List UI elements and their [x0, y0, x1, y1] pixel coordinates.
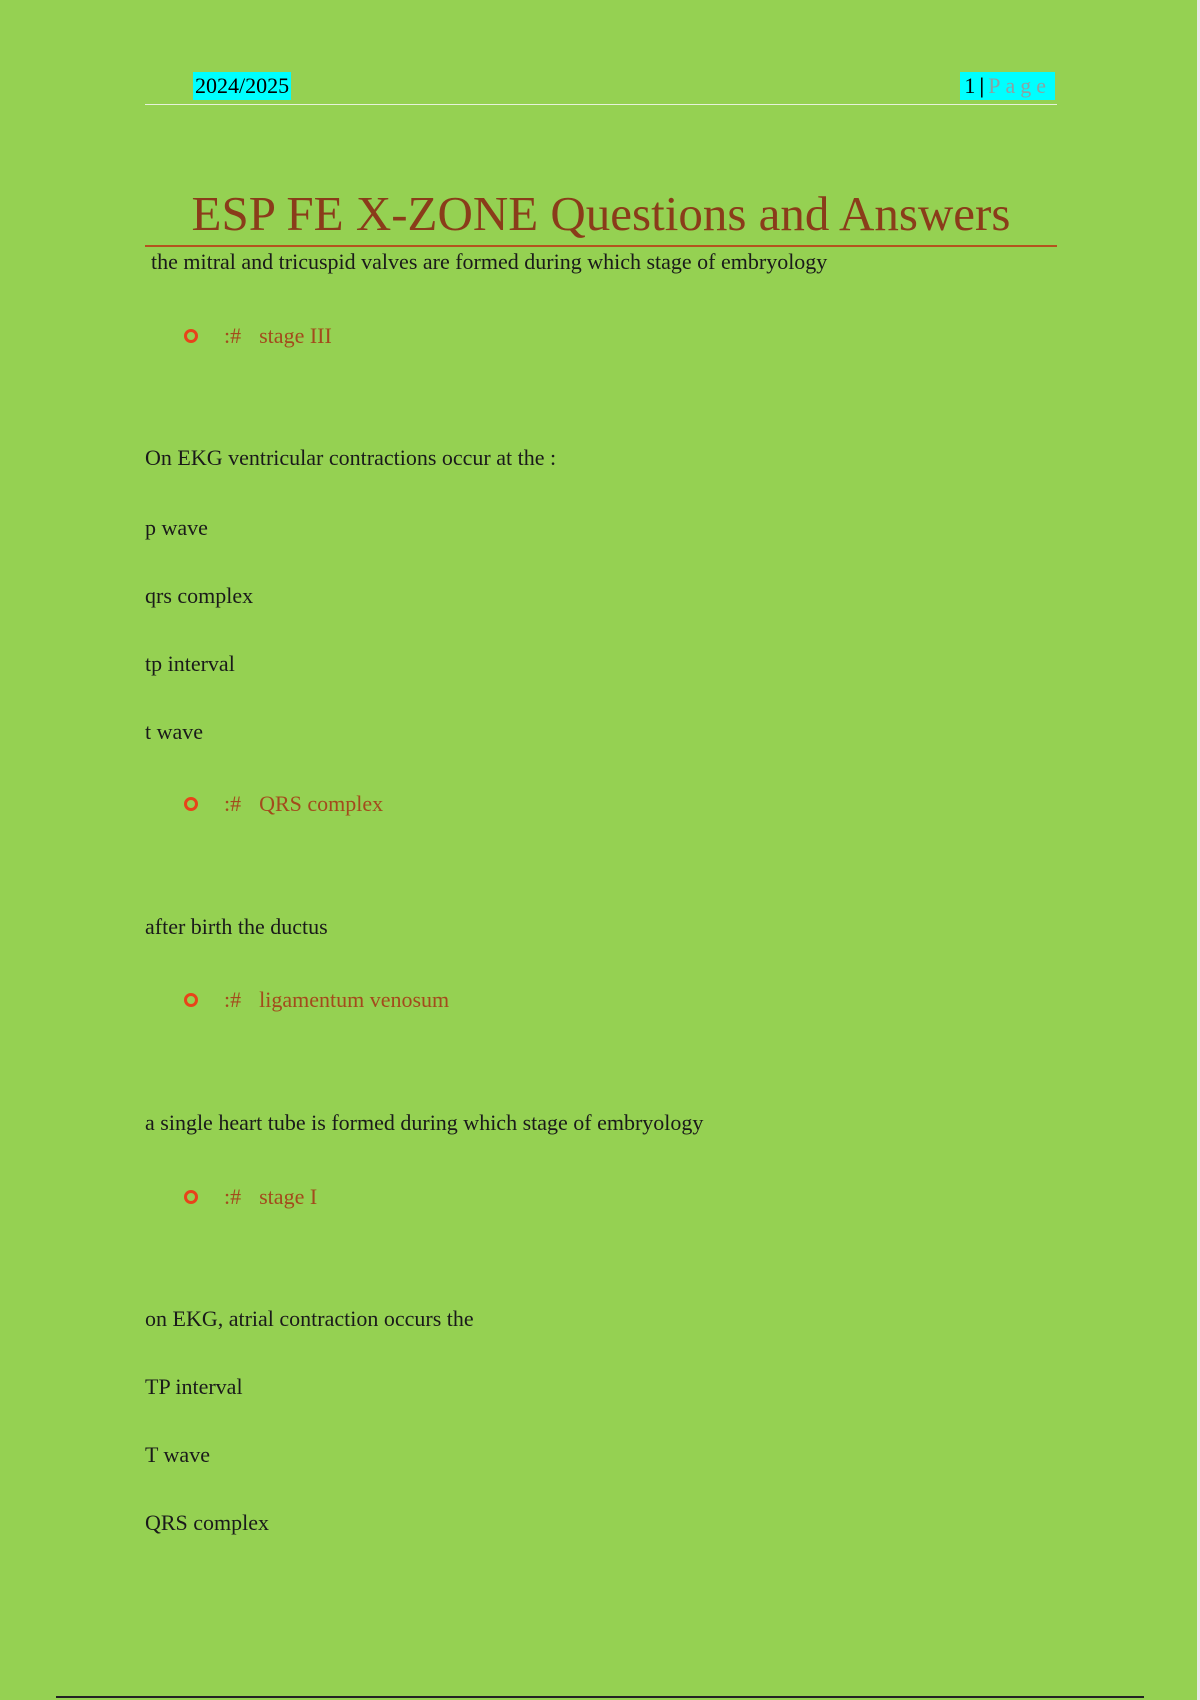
header-page-number	[960, 72, 1055, 100]
option: t wave	[145, 719, 204, 744]
question-5	[145, 1305, 1045, 1333]
question-4	[145, 1109, 1045, 1137]
option: T wave	[145, 1442, 210, 1467]
option: p wave	[145, 515, 208, 540]
document-title: ESP FE X-ZONE Questions and Answers	[145, 185, 1057, 247]
answer-3	[180, 986, 449, 1014]
answer-text: stage III	[259, 323, 332, 348]
bullet-icon	[184, 797, 198, 811]
answer-2	[180, 790, 383, 818]
page-header	[145, 72, 1057, 105]
option: qrs complex	[145, 583, 254, 608]
bullet-icon	[184, 329, 198, 343]
page-separator: |	[979, 73, 985, 98]
answer-text: QRS complex	[259, 791, 384, 816]
question-text: a single heart tube is formed during which stage of embryology	[145, 1110, 704, 1135]
question-text: the mitral and tricuspid valves are formed during which stage of embryology	[151, 249, 828, 274]
question-text: after birth the ductus	[145, 914, 328, 939]
answer-text: stage I	[259, 1184, 318, 1209]
page-word: Page	[988, 73, 1051, 98]
question-2	[145, 444, 1045, 472]
question-3	[145, 913, 1045, 941]
answer-text: ligamentum venosum	[259, 987, 450, 1012]
answer-marker: :#	[224, 323, 242, 348]
bullet-icon	[184, 1190, 198, 1204]
page-number: 1	[964, 73, 976, 98]
answer-marker: :#	[224, 987, 242, 1012]
header-year: 2024/2025	[195, 73, 290, 98]
bullet-icon	[184, 993, 198, 1007]
footer-rule	[56, 1696, 1144, 1698]
answer-marker: :#	[224, 791, 242, 816]
answer-marker: :#	[224, 1184, 242, 1209]
question-text: on EKG, atrial contraction occurs the	[145, 1306, 474, 1331]
answer-4	[180, 1183, 317, 1211]
answer-1	[180, 322, 332, 350]
question-text: On EKG ventricular contractions occur at the :	[145, 445, 557, 470]
option: TP interval	[145, 1374, 243, 1399]
option: QRS complex	[145, 1510, 270, 1535]
question-1	[151, 248, 1051, 276]
option: tp interval	[145, 651, 235, 676]
